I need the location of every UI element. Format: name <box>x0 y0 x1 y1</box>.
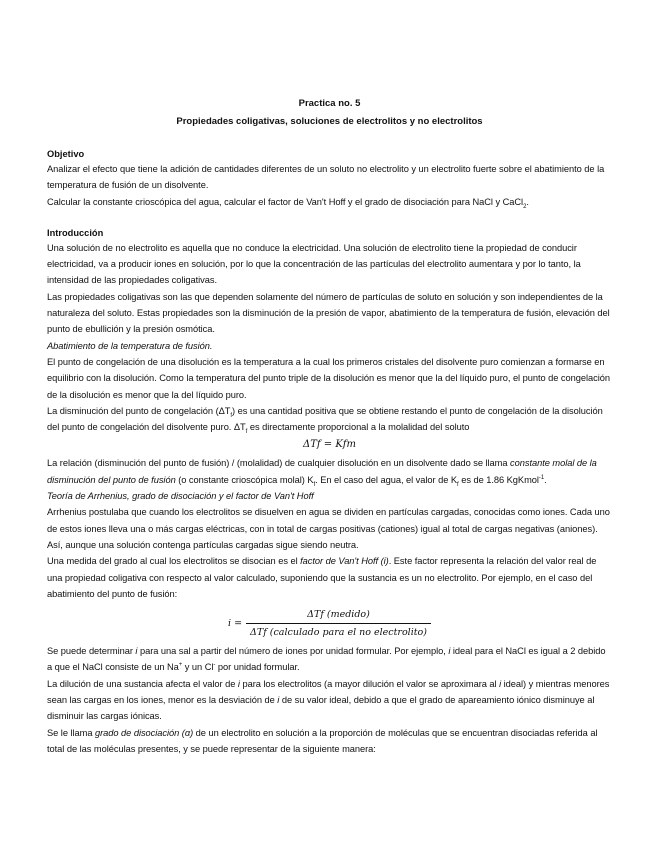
equation-denominator: ΔTf (calculado para el no electrolito) <box>246 623 431 639</box>
introduccion-heading: Introducción <box>47 227 104 238</box>
intro-paragraph-2: Las propiedades coligativas son las que dependen solamente del número de partículas de soluto en solución y son independientes de la naturaleza del soluto. Estas propiedades son la disminución de la presión de vapor, abatimiento de la temperatura de fusión, elevación del punto de ebullición y la presión osmótica. <box>47 291 610 335</box>
subheading-arrhenius: Teoría de Arrhenius, grado de disociación y el factor de Van't Hoff <box>47 491 314 502</box>
equation-lhs: i = <box>228 618 243 630</box>
equation-freezing-point: ΔTf = Kfm <box>303 439 356 451</box>
intro-paragraph-4: La disminución del punto de congelación $(\Delta T_f)$ es una cantidad positiva que se obtiene restando el punto de congelación de la disolución del punto de congelación del disolvente puro. $\Delta T_f$ es directamente proporcional a la molalidad del soluto <box>47 405 603 436</box>
intro-paragraph-7: Una medida del grado al cual los electrolitos se disocian es el factor de Van't Hoff (i). Este factor representa la relación del valor real de una propiedad coligativa con respecto al valor calculado, suponiendo que la sustancia es un no electrolito. Por ejemplo, en el caso del abatimiento del punto de fusión: <box>47 556 597 599</box>
intro-paragraph-10: Se le llama grado de disociación (α) de un electrolito en solución a la proporción de moléculas que se encuentran disociadas referida al total de las moléculas presentes, y se puede representar de la siguiente manera: <box>47 727 598 754</box>
objetivo-paragraph-2: Calcular la constante crioscópica del agua, calcular el factor de Van't Hoff y el grado de disociación para NaCl y CaCl$_2$. <box>47 196 529 210</box>
subheading-abatimiento: Abatimiento de la temperatura de fusión. <box>47 340 213 351</box>
intro-paragraph-9: La dilución de una sustancia afecta el valor de i para los electrolitos (a mayor dilución el valor se aproximara al i ideal) y mientras menores sean las cargas en los iones, menor es la desviación de i de su valor ideal, debido a que el grado de apareamiento iónico disminuye al disminuir las cargas iónicas. <box>47 678 610 722</box>
equation-fraction <box>246 608 431 639</box>
objetivo-heading: Objetivo <box>47 149 85 159</box>
intro-paragraph-3: El punto de congelación de una disolución es la temperatura a la cual los primeros cristales del disolvente puro comienzan a formarse en equilibrio con la disolución. Como la temperatura del punto triple de la disolución es menor que la del líquido puro, el punto de congelación de la disolución es menor que la del líquido puro. <box>47 356 611 400</box>
intro-paragraph-5: La relación (disminución del punto de fusión) / (molalidad) de cualquier disolución en un disolvente dado se llama constante molal de la disminución del punto de fusión (o constante crioscópica molal) $K_f$. En el caso del agua, el valor de $K_f$ es de 1.86 KgKmol$^{-1}$. <box>47 458 597 488</box>
document-title: Practica no. 5 <box>298 98 361 109</box>
intro-paragraph-1: Una solución de no electrolito es aquella que no conduce la electricidad. Una solución de electrolito tiene la propiedad de conducir electricidad, va a producir iones en solución, por lo que la concentración de las partículas del electrolito aumentara y por lo tanto, la intensidad de las propiedades coligativas. <box>47 242 581 286</box>
document-subtitle: Propiedades coligativas, soluciones de electrolitos y no electrolitos <box>176 116 483 127</box>
intro-paragraph-8: Se puede determinar i para una sal a partir del número de iones por unidad formular. Por ejemplo, i ideal para el NaCl es igual a 2 debido a que el NaCl consiste de un Na+ y un Cl- por unidad formular. <box>47 646 606 673</box>
objetivo-paragraph-1: Analizar el efecto que tiene la adición de cantidades diferentes de un soluto no electrolito y un electrolito fuerte sobre el abatimiento de la temperatura de fusión de un disolvente. <box>47 164 605 191</box>
intro-paragraph-6: Arrhenius postulaba que cuando los electrolitos se disuelven en agua se dividen en partículas cargadas, conocidas como iones. Cada uno de estos iones lleva una o más cargas eléctricas, con in total de cargas positivas (cationes) igual al total de cargas negativas (aniones). Así, aunque una solución contenga partículas cargadas sigue siendo neutra. <box>47 507 610 550</box>
equation-numerator: ΔTf (medido) <box>307 609 370 621</box>
equation-vant-hoff <box>47 608 612 639</box>
document-content <box>47 95 612 757</box>
